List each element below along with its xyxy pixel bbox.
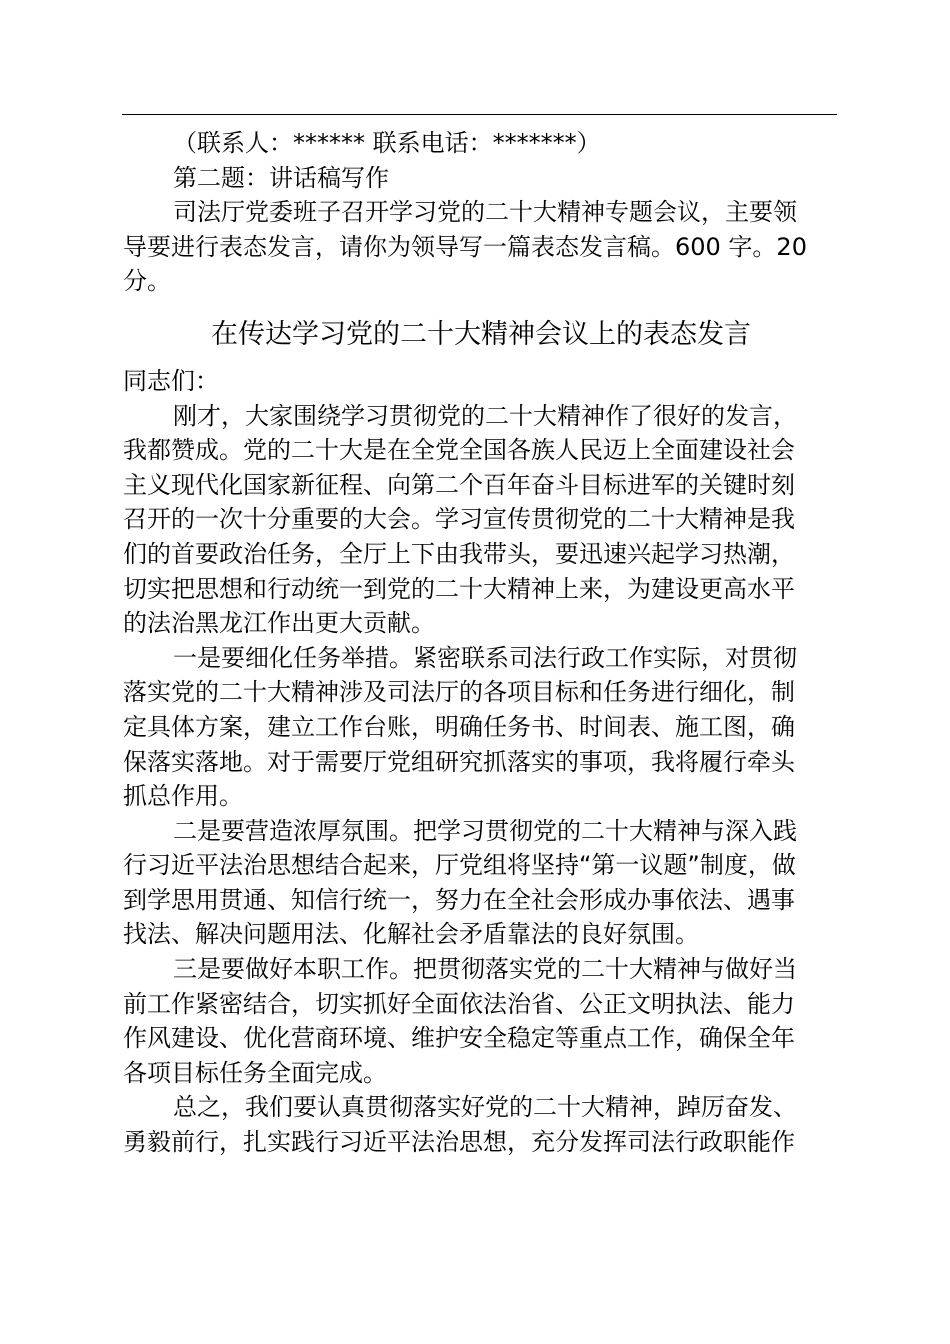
paragraph-line: 找法、解决问题用法、化解社会矛盾靠法的良好氛围。 [123, 920, 699, 949]
paragraph-line: 落实党的二十大精神涉及司法厅的各项目标和任务进行细化，制 [123, 678, 795, 707]
paragraph-line: 切实把思想和行动统一到党的二十大精神上来，为建设更高水平 [123, 574, 795, 603]
paragraph-line: 总之，我们要认真贯彻落实好党的二十大精神，踔厉奋发、 [173, 1093, 797, 1122]
paragraph [123, 399, 839, 641]
document-body [123, 126, 839, 1160]
paragraph-line: 的法治黑龙江作出更大贡献。 [123, 609, 435, 638]
paragraph-line: 保落实落地。对于需要厅党组研究抓落实的事项，我将履行牵头 [123, 747, 795, 776]
paragraph-line: 三是要做好本职工作。把贯彻落实党的二十大精神与做好当 [173, 955, 797, 984]
paragraph-line: 我都赞成。党的二十大是在全党全国各族人民迈上全面建设社会 [123, 436, 795, 465]
paragraph-line: 抓总作用。 [123, 782, 243, 811]
paragraph-line: 主义现代化国家新征程、向第二个百年奋斗目标进军的关键时刻 [123, 470, 795, 499]
paragraph [123, 641, 839, 814]
paragraph-line: 二是要营造浓厚氛围。把学习贯彻党的二十大精神与深入践 [173, 816, 797, 845]
header-rule [122, 114, 837, 115]
paragraph-line: 到学思用贯通、知信行统一，努力在全社会形成办事依法、遇事 [123, 885, 795, 914]
question-label: 第二题：讲话稿写作 [173, 163, 389, 192]
paragraph-line: 们的首要政治任务，全厅上下由我带头，要迅速兴起学习热潮， [123, 539, 795, 568]
question-line: 司法厅党委班子召开学习党的二十大精神专题会议，主要领 [173, 198, 797, 227]
paragraph-line: 作风建设、优化营商环境、维护安全稳定等重点工作，确保全年 [123, 1024, 795, 1053]
paragraph-line: 刚才，大家围绕学习贯彻党的二十大精神作了很好的发言， [173, 401, 797, 430]
contact-line: （联系人：****** 联系电话：*******） [173, 129, 601, 157]
paragraph-line: 各项目标任务全面完成。 [123, 1058, 387, 1087]
speech-title: 在传达学习党的二十大精神会议上的表态发言 [211, 318, 751, 350]
paragraph-line: 定具体方案，建立工作台账，明确任务书、时间表、施工图，确 [123, 712, 795, 741]
paragraph-line: 召开的一次十分重要的大会。学习宣传贯彻党的二十大精神是我 [123, 505, 795, 534]
paragraph [123, 814, 839, 952]
question-text [123, 195, 839, 299]
question-line: 分。 [123, 267, 171, 296]
paragraph [123, 952, 839, 1090]
paragraph-line: 行习近平法治思想结合起来，厅党组将坚持“第一议题”制度，做 [123, 851, 796, 880]
paragraph [123, 1090, 839, 1159]
salutation: 同志们： [123, 366, 219, 395]
paragraph-line: 勇毅前行，扎实践行习近平法治思想，充分发挥司法行政职能作 [123, 1128, 795, 1157]
paragraph-line: 一是要细化任务举措。紧密联系司法行政工作实际，对贯彻 [173, 643, 797, 672]
paragraph-line: 前工作紧密结合，切实抓好全面依法治省、公正文明执法、能力 [123, 989, 795, 1018]
question-line: 导要进行表态发言，请你为领导写一篇表态发言稿。600 字。20 [123, 232, 807, 261]
